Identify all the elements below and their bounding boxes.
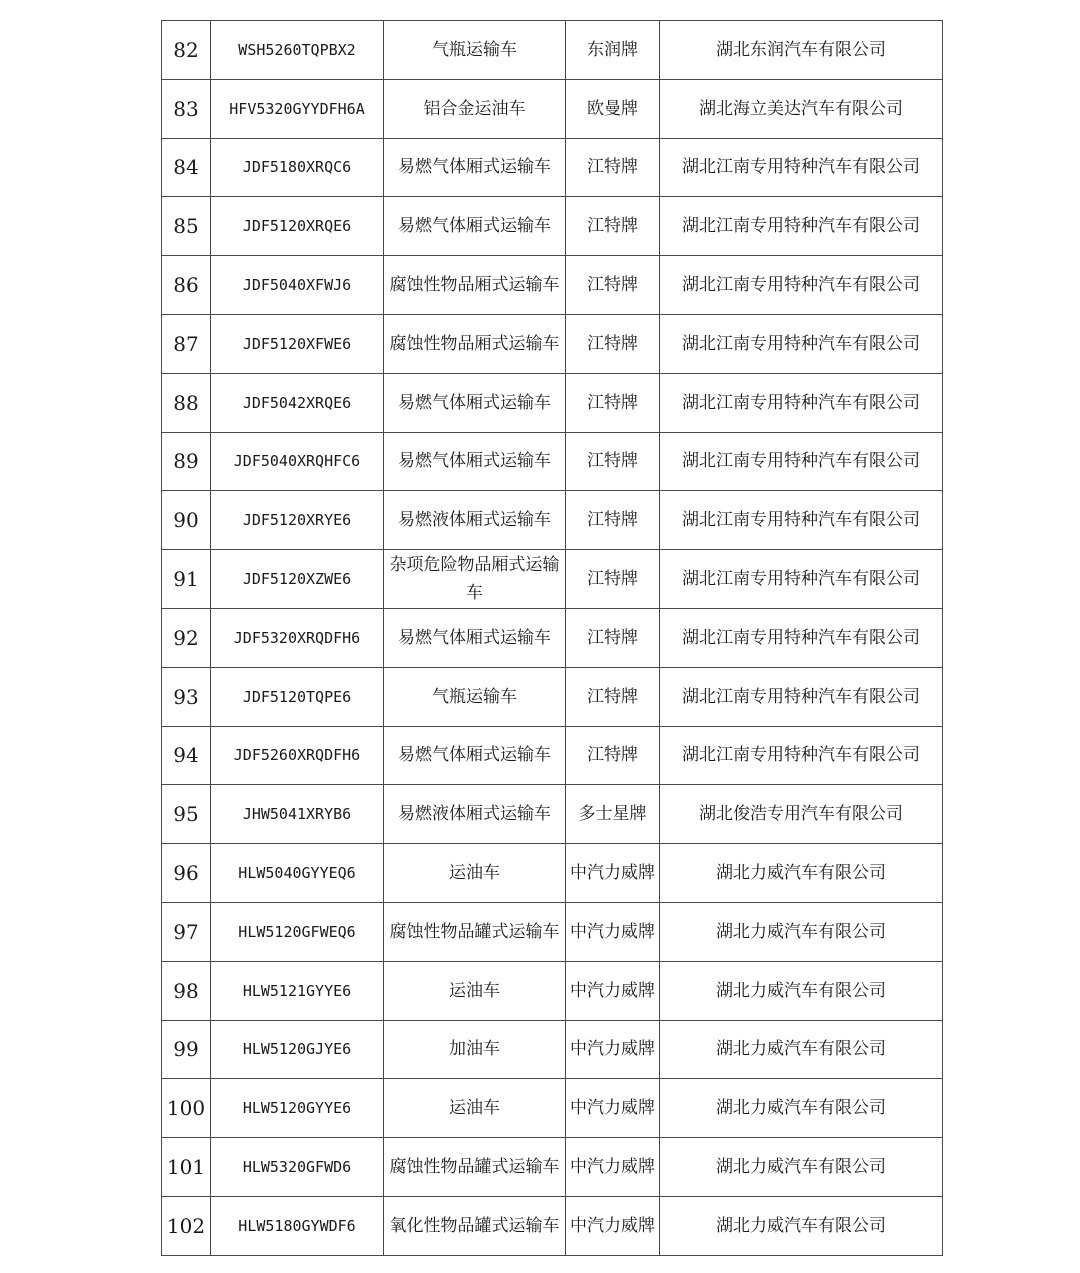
vehicle-brand: 中汽力威牌 (566, 902, 660, 961)
manufacturer: 湖北俊浩专用汽车有限公司 (660, 785, 943, 844)
row-number: 88 (162, 373, 211, 432)
vehicle-brand: 江特牌 (566, 256, 660, 315)
vehicle-model: HLW5120GJYE6 (211, 1020, 384, 1079)
vehicle-type: 气瓶运输车 (384, 21, 566, 80)
vehicle-model: HLW5121GYYE6 (211, 961, 384, 1020)
table-row (162, 608, 943, 667)
table-body (162, 21, 943, 1256)
vehicle-model: JDF5120XFWE6 (211, 314, 384, 373)
row-number: 84 (162, 138, 211, 197)
vehicle-brand: 江特牌 (566, 432, 660, 491)
row-number: 87 (162, 314, 211, 373)
manufacturer: 湖北江南专用特种汽车有限公司 (660, 667, 943, 726)
vehicle-type: 易燃气体厢式运输车 (384, 726, 566, 785)
manufacturer: 湖北力威汽车有限公司 (660, 961, 943, 1020)
vehicle-type: 运油车 (384, 1079, 566, 1138)
vehicle-type: 腐蚀性物品罐式运输车 (384, 1138, 566, 1197)
row-number: 91 (162, 550, 211, 609)
table-row (162, 491, 943, 550)
manufacturer: 湖北江南专用特种汽车有限公司 (660, 726, 943, 785)
vehicle-brand: 中汽力威牌 (566, 1138, 660, 1197)
vehicle-type: 易燃气体厢式运输车 (384, 373, 566, 432)
vehicle-brand: 江特牌 (566, 314, 660, 373)
table-row (162, 550, 943, 609)
vehicle-model: JDF5320XRQDFH6 (211, 608, 384, 667)
table-row (162, 138, 943, 197)
manufacturer: 湖北江南专用特种汽车有限公司 (660, 550, 943, 609)
vehicle-type: 腐蚀性物品厢式运输车 (384, 256, 566, 315)
manufacturer: 湖北江南专用特种汽车有限公司 (660, 256, 943, 315)
vehicle-model: JDF5120XZWE6 (211, 550, 384, 609)
vehicle-catalog-table (161, 20, 943, 1256)
table-row (162, 21, 943, 80)
row-number: 90 (162, 491, 211, 550)
vehicle-type: 加油车 (384, 1020, 566, 1079)
table-row (162, 1196, 943, 1255)
vehicle-type: 易燃液体厢式运输车 (384, 491, 566, 550)
vehicle-type: 氧化性物品罐式运输车 (384, 1196, 566, 1255)
vehicle-model: JDF5120XRYE6 (211, 491, 384, 550)
vehicle-brand: 中汽力威牌 (566, 1020, 660, 1079)
vehicle-type: 易燃气体厢式运输车 (384, 432, 566, 491)
table-row (162, 256, 943, 315)
manufacturer: 湖北力威汽车有限公司 (660, 1079, 943, 1138)
vehicle-catalog-table-container (161, 20, 942, 1256)
row-number: 99 (162, 1020, 211, 1079)
manufacturer: 湖北江南专用特种汽车有限公司 (660, 432, 943, 491)
row-number: 101 (162, 1138, 211, 1197)
vehicle-type: 易燃气体厢式运输车 (384, 138, 566, 197)
vehicle-model: JDF5180XRQC6 (211, 138, 384, 197)
table-row (162, 785, 943, 844)
vehicle-model: JDF5042XRQE6 (211, 373, 384, 432)
table-row (162, 314, 943, 373)
manufacturer: 湖北力威汽车有限公司 (660, 844, 943, 903)
manufacturer: 湖北东润汽车有限公司 (660, 21, 943, 80)
vehicle-model: WSH5260TQPBX2 (211, 21, 384, 80)
table-row (162, 1138, 943, 1197)
table-row (162, 1020, 943, 1079)
vehicle-type: 运油车 (384, 844, 566, 903)
vehicle-type: 铝合金运油车 (384, 79, 566, 138)
vehicle-brand: 江特牌 (566, 550, 660, 609)
vehicle-brand: 江特牌 (566, 608, 660, 667)
vehicle-brand: 欧曼牌 (566, 79, 660, 138)
vehicle-brand: 江特牌 (566, 373, 660, 432)
vehicle-model: HLW5320GFWD6 (211, 1138, 384, 1197)
row-number: 94 (162, 726, 211, 785)
vehicle-model: JHW5041XRYB6 (211, 785, 384, 844)
table-row (162, 1079, 943, 1138)
row-number: 82 (162, 21, 211, 80)
table-row (162, 902, 943, 961)
vehicle-brand: 江特牌 (566, 726, 660, 785)
vehicle-model: JDF5120XRQE6 (211, 197, 384, 256)
table-row (162, 961, 943, 1020)
table-row (162, 667, 943, 726)
vehicle-type: 运油车 (384, 961, 566, 1020)
manufacturer: 湖北力威汽车有限公司 (660, 1020, 943, 1079)
manufacturer: 湖北力威汽车有限公司 (660, 1138, 943, 1197)
manufacturer: 湖北江南专用特种汽车有限公司 (660, 373, 943, 432)
table-row (162, 432, 943, 491)
vehicle-brand: 江特牌 (566, 197, 660, 256)
table-row (162, 844, 943, 903)
vehicle-model: JDF5040XFWJ6 (211, 256, 384, 315)
vehicle-type: 腐蚀性物品罐式运输车 (384, 902, 566, 961)
vehicle-brand: 东润牌 (566, 21, 660, 80)
row-number: 85 (162, 197, 211, 256)
row-number: 95 (162, 785, 211, 844)
row-number: 96 (162, 844, 211, 903)
row-number: 86 (162, 256, 211, 315)
vehicle-model: HFV5320GYYDFH6A (211, 79, 384, 138)
vehicle-type: 气瓶运输车 (384, 667, 566, 726)
table-row (162, 197, 943, 256)
vehicle-brand: 江特牌 (566, 491, 660, 550)
vehicle-brand: 多士星牌 (566, 785, 660, 844)
manufacturer: 湖北江南专用特种汽车有限公司 (660, 314, 943, 373)
vehicle-type: 易燃气体厢式运输车 (384, 197, 566, 256)
vehicle-brand: 中汽力威牌 (566, 961, 660, 1020)
row-number: 97 (162, 902, 211, 961)
vehicle-model: HLW5120GFWEQ6 (211, 902, 384, 961)
row-number: 100 (162, 1079, 211, 1138)
vehicle-model: JDF5120TQPE6 (211, 667, 384, 726)
vehicle-brand: 江特牌 (566, 138, 660, 197)
manufacturer: 湖北江南专用特种汽车有限公司 (660, 491, 943, 550)
manufacturer: 湖北江南专用特种汽车有限公司 (660, 138, 943, 197)
row-number: 93 (162, 667, 211, 726)
row-number: 98 (162, 961, 211, 1020)
vehicle-type: 杂项危险物品厢式运输车 (384, 550, 566, 609)
vehicle-model: HLW5180GYWDF6 (211, 1196, 384, 1255)
row-number: 89 (162, 432, 211, 491)
manufacturer: 湖北力威汽车有限公司 (660, 1196, 943, 1255)
row-number: 92 (162, 608, 211, 667)
table-row (162, 726, 943, 785)
manufacturer: 湖北江南专用特种汽车有限公司 (660, 197, 943, 256)
table-row (162, 373, 943, 432)
row-number: 102 (162, 1196, 211, 1255)
manufacturer: 湖北力威汽车有限公司 (660, 902, 943, 961)
vehicle-brand: 中汽力威牌 (566, 844, 660, 903)
vehicle-model: JDF5260XRQDFH6 (211, 726, 384, 785)
table-row (162, 79, 943, 138)
vehicle-type: 易燃液体厢式运输车 (384, 785, 566, 844)
vehicle-model: HLW5120GYYE6 (211, 1079, 384, 1138)
vehicle-model: HLW5040GYYEQ6 (211, 844, 384, 903)
manufacturer: 湖北海立美达汽车有限公司 (660, 79, 943, 138)
vehicle-brand: 江特牌 (566, 667, 660, 726)
row-number: 83 (162, 79, 211, 138)
vehicle-type: 腐蚀性物品厢式运输车 (384, 314, 566, 373)
manufacturer: 湖北江南专用特种汽车有限公司 (660, 608, 943, 667)
vehicle-brand: 中汽力威牌 (566, 1079, 660, 1138)
vehicle-type: 易燃气体厢式运输车 (384, 608, 566, 667)
vehicle-model: JDF5040XRQHFC6 (211, 432, 384, 491)
vehicle-brand: 中汽力威牌 (566, 1196, 660, 1255)
